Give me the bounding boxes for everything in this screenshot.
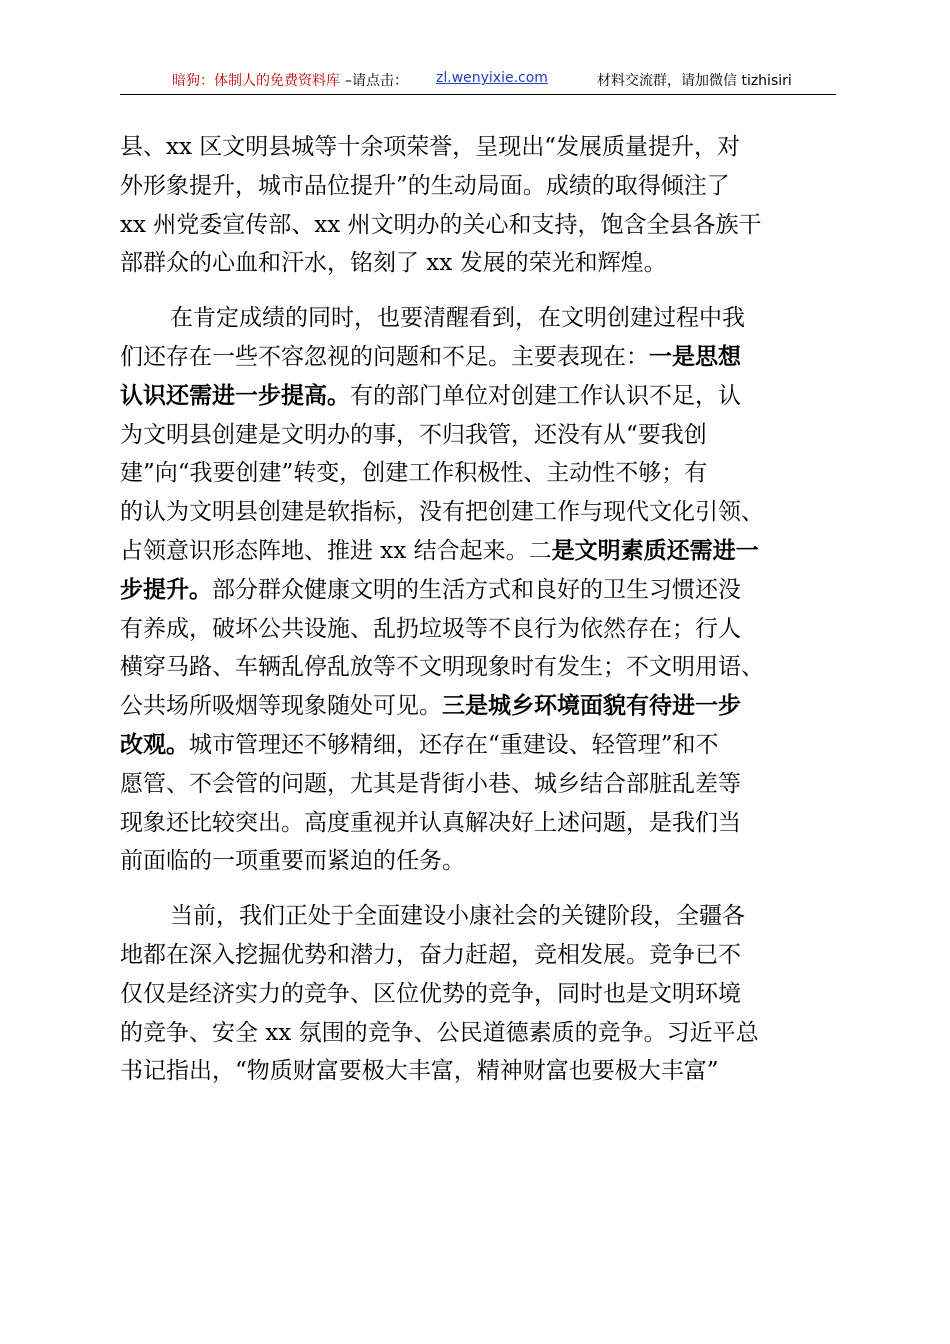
- text-line: 前面临的一项重要而紧迫的任务。: [120, 848, 465, 875]
- text-line: 占领意识形态阵地、推进 xx 结合起来。二是文明素质还需进一: [120, 536, 759, 564]
- document-body: [120, 128, 836, 1091]
- header-contact: 材料交流群，请加微信 tizhisiri: [597, 73, 792, 89]
- header-click-prompt: –请点击：: [345, 73, 408, 89]
- bold-heading: 改观。: [120, 730, 189, 758]
- text-line: 横穿马路、车辆乱停乱放等不文明现象时有发生；不文明用语、: [120, 654, 764, 681]
- text-line: 们还存在一些不容忽视的问题和不足。主要表现在：一是思想: [120, 342, 741, 370]
- text-line: 当前，我们正处于全面建设小康社会的关键阶段，全疆各: [170, 903, 745, 930]
- text-line: 为文明县创建是文明办的事，不归我管，还没有从“要我创: [120, 421, 707, 448]
- bold-heading: 步提升。: [120, 575, 212, 603]
- text-line: 的认为文明县创建是软指标，没有把创建工作与现代文化引领、: [120, 499, 764, 526]
- text-line: xx 州党委宣传部、xx 州文明办的关心和支持，饱含全县各族干: [120, 211, 762, 238]
- header-brand: 暗狗：体制人的免费资料库: [172, 73, 340, 89]
- page-header: [120, 68, 836, 95]
- text-line: 县、xx 区文明县城等十余项荣誉，呈现出“发展质量提升，对: [120, 134, 741, 160]
- text-line: 建”向“我要创建”转变，创建工作积极性、主动性不够；有: [120, 460, 708, 487]
- text-line: 愿管、不会管的问题，尤其是背街小巷、城乡结合部脏乱差等: [120, 770, 741, 797]
- text-line: 仅仅是经济实力的竞争、区位优势的竞争，同时也是文明环境: [120, 980, 741, 1007]
- text-line: 地都在深入挖掘优势和潜力，奋力赶超，竞相发展。竞争已不: [120, 941, 741, 968]
- header-link[interactable]: zl.wenyixie.com: [436, 70, 548, 86]
- text-line: 认识还需进一步提高。有的部门单位对创建工作认识不足，认: [120, 381, 741, 409]
- bold-heading: 认识还需进一步提高。: [120, 381, 350, 409]
- text-line: 的竞争、安全 xx 氛围的竞争、公民道德素质的竞争。习近平总: [120, 1019, 759, 1046]
- text-line: 改观。城市管理还不够精细，还存在“重建设、轻管理”和不: [120, 730, 719, 758]
- text-line: 部群众的心血和汗水，铭刻了 xx 发展的荣光和辉煌。: [120, 250, 667, 277]
- bold-heading: 三是城乡环境面貌有待进一步: [442, 692, 741, 720]
- text-line: 书记指出，“物质财富要极大丰富，精神财富也要极大丰富”: [120, 1058, 719, 1085]
- text-line: 现象还比较突出。高度重视并认真解决好上述问题，是我们当: [120, 809, 741, 836]
- text-line: 有养成，破坏公共设施、乱扔垃圾等不良行为依然存在；行人: [120, 615, 741, 642]
- text-line: 外形象提升，城市品位提升”的生动局面。成绩的取得倾注了: [120, 172, 730, 199]
- bold-heading: 是文明素质还需进一: [551, 536, 759, 564]
- text-line: 步提升。部分群众健康文明的生活方式和良好的卫生习惯还没: [120, 575, 741, 603]
- text-line: 在肯定成绩的同时，也要清醒看到，在文明创建过程中我: [170, 305, 745, 332]
- bold-heading: 一是思想: [649, 342, 741, 370]
- text-line: 公共场所吸烟等现象随处可见。三是城乡环境面貌有待进一步: [120, 692, 741, 720]
